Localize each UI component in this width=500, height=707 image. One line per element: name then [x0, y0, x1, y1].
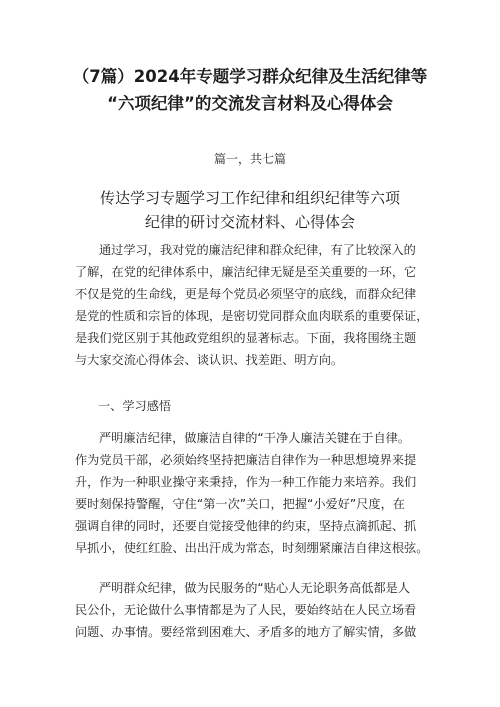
section-title-line-2: 纪律的研讨交流材料、心得体会	[144, 213, 355, 231]
paragraph-masses	[75, 577, 435, 643]
paragraph-intro	[75, 239, 435, 371]
paragraph-integrity	[75, 427, 435, 559]
paragraph-line: 通过学习，我对党的廉洁纪律和群众纪律，有了比较深入的	[99, 243, 416, 257]
section-heading-study: 一、学习感悟	[98, 399, 172, 413]
section-title	[40, 186, 460, 234]
section-title-line-1: 传达学习专题学习工作纪律和组织纪律等六项	[99, 189, 400, 207]
paragraph-line: 不仅是党的生命线，更是每个党员必须坚守的底线，而群众纪律	[75, 287, 417, 301]
paragraph-line: 早抓小，使红红脸、出出汗成为常态，时刻绷紧廉洁自律这根弦。	[75, 541, 429, 555]
title-line-2: “六项纪律”的交流发言材料及心得体会	[107, 94, 393, 113]
document-title	[40, 63, 460, 117]
paragraph-line: 作为党员干部，必须始终坚持把廉洁自律作为一种思想境界来提	[75, 453, 417, 467]
paragraph-line: 问题、办事情。要经常到困难大、矛盾多的地方了解实情，多做	[75, 625, 417, 639]
paragraph-line: 严明廉洁纪律，做廉洁自律的“干净人廉洁关键在于自律。	[99, 431, 411, 445]
paragraph-line: 要时刻保持警醒，守住“第一次”关口，把握“小爱好”尺度，在	[75, 497, 405, 511]
paragraph-line: 了解，在党的纪律体系中，廉洁纪律无疑是至关重要的一环，它	[75, 265, 417, 279]
paragraph-line: 强调自律的同时，还要自觉接受他律的约束，坚持点滴抓起、抓	[75, 519, 417, 533]
paragraph-line: 与大家交流心得体会、谈认识、找差距、明方向。	[75, 353, 344, 367]
paragraph-line: 严明群众纪律，做为民服务的“贴心人无论职务高低都是人	[99, 581, 411, 595]
paragraph-line: 升，作为一种职业操守来秉持，作为一种工作能力来培养。我们	[75, 475, 417, 489]
part-label: 篇一，共七篇	[213, 152, 286, 166]
paragraph-line: 是党的性质和宗旨的体现，是密切党同群众血肉联系的重要保证，	[75, 309, 429, 323]
title-line-1: （7篇）2024年专题学习群众纪律及生活纪律等	[72, 67, 428, 86]
paragraph-line: 民公仆，无论做什么事情都是为了人民，要始终站在人民立场看	[75, 603, 417, 617]
paragraph-line: 是我们党区别于其他政党组织的显著标志。下面，我将围绕主题	[75, 331, 417, 345]
